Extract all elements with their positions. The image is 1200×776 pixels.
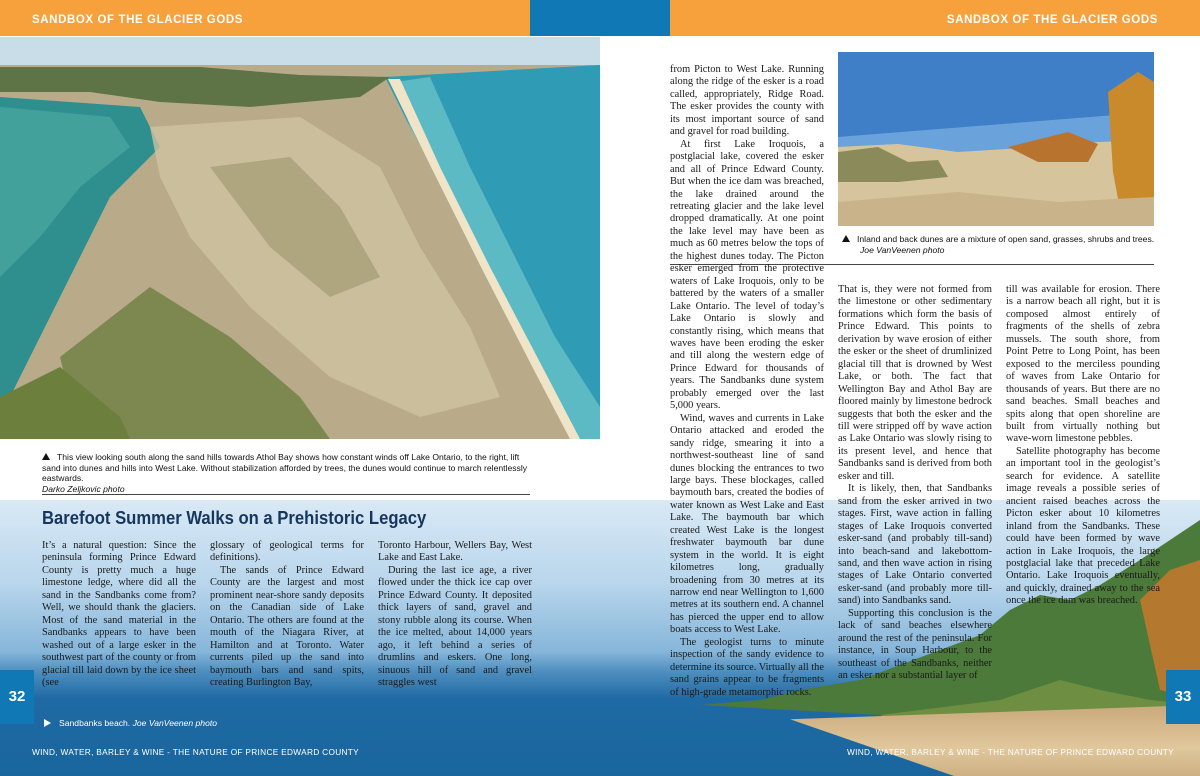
caption-pointer-icon	[44, 719, 51, 727]
paragraph: The geologist turns to minute inspection of the sandy evidence to determine its source. Virtually all the sand grains appear to be fragments of high-grade metamorphic rocks.	[670, 636, 824, 698]
inset-photo-graphic	[838, 52, 1154, 226]
paragraph: Toronto Harbour, Wellers Bay, West Lake and East Lake.	[378, 540, 532, 564]
main-photo-credit: Darko Zeljkovic photo	[42, 483, 125, 494]
bottom-photo-caption	[44, 718, 217, 728]
footer-left: WIND, WATER, BARLEY & WINE - THE NATURE OF PRINCE EDWARD COUNTY	[32, 747, 359, 757]
paragraph: It is likely, then, that Sandbanks sand from the esker arrived in two stages. First, wave action in falling stages of Lake Iroquois converted esker-sand (and probably till-sand) into beach-sand and lakebottom-sand, and then wave action in rising stages of Lake Ontario converted esker-sand (and probably more till-sand) into Sandbanks sand.	[838, 483, 992, 607]
paragraph: glossary of geological terms for definitions).	[210, 540, 364, 564]
article-column-2	[210, 540, 364, 689]
caption-pointer-icon	[842, 235, 850, 242]
paragraph: During the last ice age, a river flowed under the thick ice cap over Prince Edward County. It deposited thick layers of sand, gravel and stony rubble along its course. When the ice melted, about 14,000 years ago, it left behind a series of drumlins and eskers. One long, sinuous hill of sand and gravel straggles west	[378, 564, 532, 688]
bottom-photo-credit: Joe VanVeenen photo	[132, 718, 218, 728]
paragraph: At first Lake Iroquois, a postglacial lake, covered the esker and all of Prince Edward County. But when the ice dam was breached, the lake drained around the retreating glacier and the lake level dropped dramatically. At one point the lake level may have been as much as 60 metres below the tops of the highest dunes today. The Picton esker emerged from the protective waters of Lake Iroquois, only to be battered by the waters of a smaller Lake Ontario. The level of today’s Lake Ontario is slowly and constantly rising, which means that waves have been eroding the esker and till along the western edge of Prince Edward for thousands of years. The Sandbanks dune system probably emerged over the last 5,000 years.	[670, 138, 824, 412]
paragraph: It’s a natural question: Since the peninsula forming Prince Edward County is pretty much a huge limestone ledge, where did all the sand in the Sandbanks come from? Well, we should thank the glaciers. Most of the sand material in the Sandbanks appears to have been washed out of a large esker in the southwest part of the county or from glacial till laid down by the ice sheet (see	[42, 540, 196, 688]
main-photo-caption	[42, 452, 532, 494]
header-title-right: SANDBOX OF THE GLACIER GODS	[946, 14, 1158, 26]
main-caption-text: This view looking south along the sand hills towards Athol Bay shows how constant winds off Lake Ontario, to the right, lift sand into dunes and hills into West Lake. Without stabilization afforded by trees, the dunes would continue to march relentlessly eastwards.	[42, 452, 528, 484]
inset-caption-text: Inland and back dunes are a mixture of open sand, grasses, shrubs and trees.	[857, 234, 1155, 244]
paragraph: The sands of Prince Edward County are the largest and most prominent near-shore sandy deposits on the Canadian side of Lake Ontario. The others are found at the mouth of the Niagara River, at Hamilton and at Toronto. Water currents piled up the sand into baymouth bars and sand spits, creating Burlington Bay,	[210, 564, 364, 688]
article-column-6	[1006, 284, 1160, 608]
paragraph: That is, they were not formed from the limestone or other sedimentary formations which form the basis of Prince Edward. This points to derivation by wave erosion of either the esker or the sheet of drumlinized glacial till that is drowned by West Lake, or both. The fact that Wellington Bay and Athol Bay are floored mainly by limestone bedrock suggests that both the esker and the till were stripped off by wave action as Lake Ontario was slowly rising to its present level, and hence that Sandbanks sand is derived from both esker and till.	[838, 284, 992, 482]
paragraph: Wind, waves and currents in Lake Ontario attacked and eroded the sandy ridge, smearing it into a northwest-southeast line of sand dunes blocking the entrances to two large bays. These blockages, called baymouth bars, created the bodies of water known as West Lake and East Lake. The baymouth bar which created West Lake is the longest freshwater baymouth bar dune system in the world. It is eight kilometres long, gradually broadening from 30 metres at its narrow end near Wellington to 1,600 metres at its southern end. A channel has pierced the upper end to allow boats access to West Lake.	[670, 412, 824, 636]
inset-photo-credit: Joe VanVeenen photo	[860, 244, 945, 255]
page-number-right: 33	[1166, 670, 1200, 724]
article-column-3	[378, 540, 532, 689]
inland-dunes-photo	[838, 52, 1154, 226]
header-title-left: SANDBOX OF THE GLACIER GODS	[32, 14, 244, 26]
header-bar-center	[530, 0, 670, 36]
paragraph: from Picton to West Lake. Running along the ridge of the esker is a road called, appropriately, Ridge Road. The esker provides the county with its most important source of sand and gravel for road building.	[670, 64, 824, 138]
article-heading: Barefoot Summer Walks on a Prehistoric Legacy	[42, 507, 427, 528]
heading-rule	[42, 494, 530, 495]
page-number-left: 32	[0, 670, 34, 724]
aerial-photo-graphic	[0, 37, 600, 439]
caption-pointer-icon	[42, 453, 50, 460]
footer-right: WIND, WATER, BARLEY & WINE - THE NATURE OF PRINCE EDWARD COUNTY	[847, 747, 1174, 757]
article-column-4	[670, 64, 824, 699]
paragraph: till was available for erosion. There is a narrow beach all right, but it is composed almost entirely of fragments of the shells of zebra mussels. The south shore, from Point Petre to Long Point, has been exposed to the merciless pounding of waves from Lake Ontario for thousands of years. But there are no sand beaches. Small beaches and spits along that open shoreline are built from virtually nothing but wave-worn limestone pebbles.	[1006, 284, 1160, 445]
aerial-dunes-photo	[0, 37, 600, 439]
paragraph: Satellite photography has become an important tool in the geologist’s search for evidence. A satellite image reveals a possible series of ancient raised beaches across the Picton esker about 10 kilometres inland from the Sandbanks. These could have been formed by wave action in Lake Iroquois, the large postglacial lake that preceded Lake Ontario. Lake Iroquois eventually, and quickly, drained away to the sea once the ice dam was breached.	[1006, 445, 1160, 607]
inset-photo-caption	[842, 234, 1172, 255]
article-column-5	[838, 284, 992, 683]
bottom-caption-text: Sandbanks beach.	[59, 718, 131, 728]
paragraph: Supporting this conclusion is the lack of sand beaches elsewhere around the rest of the peninsula. For instance, in Soup Harbour, to the southeast of the Sandbanks, neither an esker nor a substantial layer of	[838, 607, 992, 682]
article-column-1	[42, 540, 196, 689]
